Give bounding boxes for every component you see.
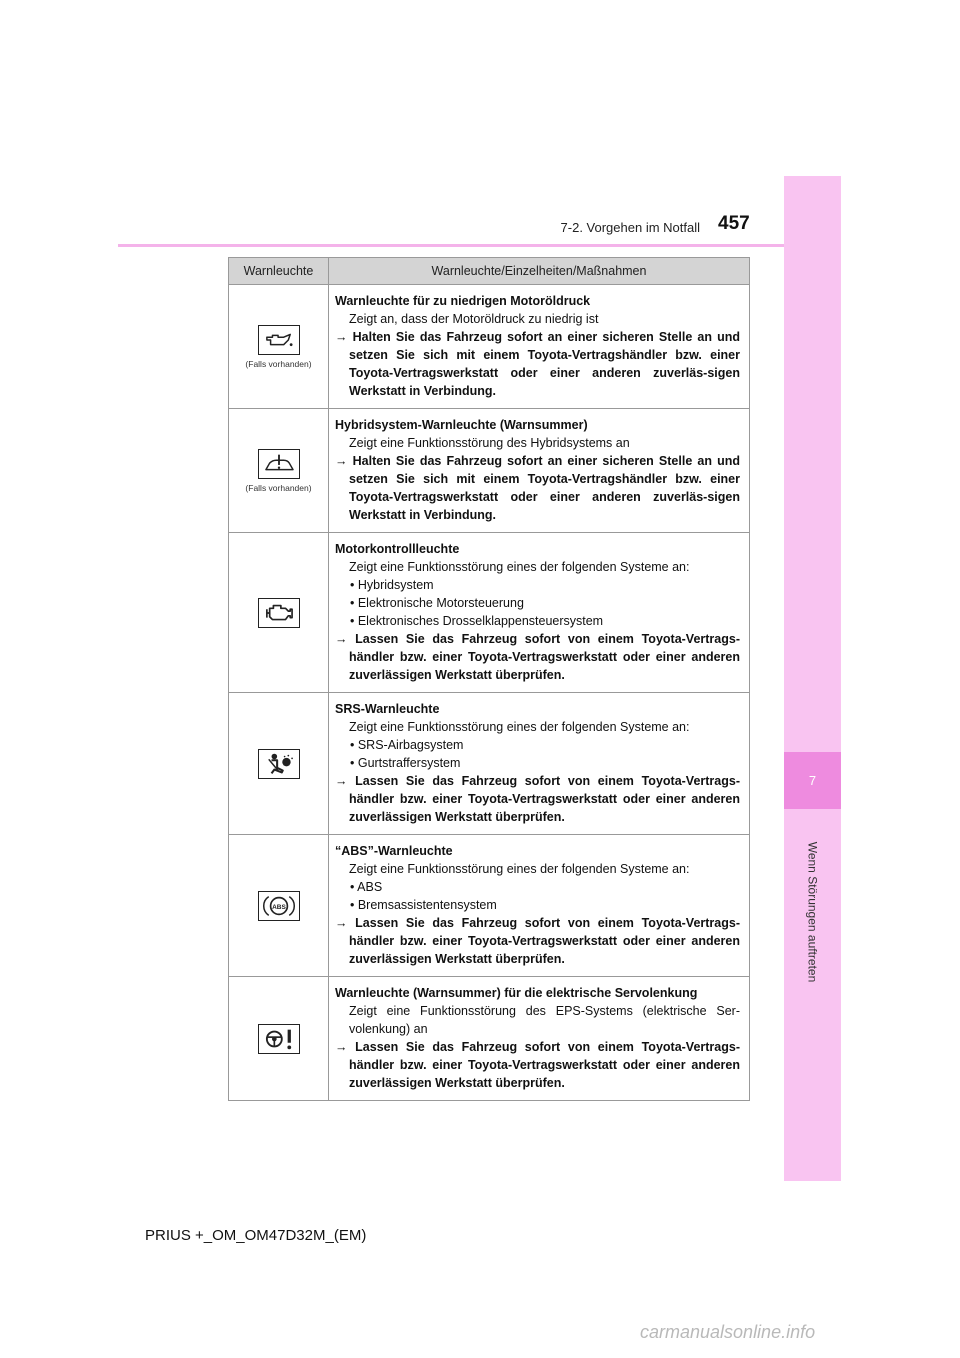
chapter-side-tab bbox=[784, 176, 841, 1181]
header-rule bbox=[118, 244, 784, 247]
oil-pressure-icon bbox=[258, 325, 300, 355]
row-title: “ABS”-Warnleuchte bbox=[335, 844, 453, 858]
row-title: Hybridsystem-Warnleuchte (Warnsummer) bbox=[335, 418, 588, 432]
abs-icon bbox=[258, 891, 300, 921]
icon-cell bbox=[229, 533, 329, 693]
section-title: 7-2. Vorgehen im Notfall bbox=[560, 220, 700, 235]
icon-cell bbox=[229, 409, 329, 533]
row-action: → Lassen Sie das Fahrzeug sofort von einem Toyota-Vertrags-händler bzw. einer Toyota-Vertragswerkstatt oder einer anderen zuverlässigen Werkstatt überprüfen. bbox=[335, 1040, 740, 1090]
abs-icon-text: ABS bbox=[271, 903, 286, 911]
row-description: Zeigt eine Funktionsstörung des Hybridsystems an bbox=[349, 436, 630, 450]
table-row bbox=[229, 285, 750, 409]
table-row bbox=[229, 977, 750, 1101]
row-action: → Halten Sie das Fahrzeug sofort an einer sicheren Stelle an und setzen Sie sich mit einem Toyota-Vertragshändler bzw. einer Toyota-Vertragswerkstatt oder einer anderen zuverläs-sigen Werkstatt in Verbindung. bbox=[335, 330, 740, 398]
icon-cell bbox=[229, 977, 329, 1101]
row-description: Zeigt eine Funktionsstörung eines der folgenden Systeme an: bbox=[349, 862, 690, 876]
row-title: Warnleuchte (Warnsummer) für die elektrische Servolenkung bbox=[335, 986, 698, 1000]
chapter-number: 7 bbox=[784, 752, 841, 809]
row-title: Warnleuchte für zu niedrigen Motoröldruck bbox=[335, 294, 591, 308]
list-item: • SRS-Airbagsystem bbox=[350, 738, 464, 752]
row-action: → Lassen Sie das Fahrzeug sofort von einem Toyota-Vertrags-händler bzw. einer Toyota-Vertragswerkstatt oder einer anderen zuverlässigen Werkstatt überprüfen. bbox=[335, 774, 740, 824]
availability-note: (Falls vorhanden) bbox=[245, 482, 312, 493]
description-cell bbox=[329, 693, 750, 835]
icon-cell bbox=[229, 693, 329, 835]
description-cell bbox=[329, 977, 750, 1101]
description-cell bbox=[329, 285, 750, 409]
check-engine-icon bbox=[258, 598, 300, 628]
availability-note: (Falls vorhanden) bbox=[245, 358, 312, 369]
description-cell bbox=[329, 409, 750, 533]
description-cell bbox=[329, 835, 750, 977]
page-number: 457 bbox=[718, 213, 750, 234]
hybrid-system-warning-icon bbox=[258, 449, 300, 479]
table-row bbox=[229, 835, 750, 977]
row-description: Zeigt eine Funktionsstörung eines der folgenden Systeme an: bbox=[349, 560, 690, 574]
table-row bbox=[229, 533, 750, 693]
list-item: • Elektronische Motorsteuerung bbox=[350, 596, 524, 610]
list-item: • Bremsassistentensystem bbox=[350, 898, 497, 912]
header-warnleuchte: Warnleuchte bbox=[229, 258, 329, 285]
description-cell bbox=[329, 533, 750, 693]
warning-light-table bbox=[228, 257, 750, 1101]
row-action: → Lassen Sie das Fahrzeug sofort von einem Toyota-Vertrags-händler bzw. einer Toyota-Vertragswerkstatt oder einer anderen zuverlässigen Werkstatt überprüfen. bbox=[335, 632, 740, 682]
document-id: PRIUS +_OM_OM47D32M_(EM) bbox=[145, 1227, 367, 1244]
icon-cell bbox=[229, 285, 329, 409]
watermark: carmanualsonline.info bbox=[640, 1322, 816, 1342]
table-row bbox=[229, 693, 750, 835]
chapter-title-vertical bbox=[784, 812, 841, 1012]
chapter-title: Wenn Störungen auftreten bbox=[805, 841, 820, 983]
table-row bbox=[229, 409, 750, 533]
list-item: • ABS bbox=[350, 880, 383, 894]
icon-cell bbox=[229, 835, 329, 977]
srs-airbag-icon bbox=[258, 749, 300, 779]
row-description: Zeigt eine Funktionsstörung des EPS-Systems (elektrische Ser-volenkung) an bbox=[349, 1004, 740, 1036]
list-item: • Elektronisches Drosselklappensteuersystem bbox=[350, 614, 604, 628]
list-item: • Hybridsystem bbox=[350, 578, 434, 592]
power-steering-warning-icon bbox=[258, 1024, 300, 1054]
list-item: • Gurtstraffersystem bbox=[350, 756, 461, 770]
row-title: Motorkontrollleuchte bbox=[335, 542, 460, 556]
row-action: → Halten Sie das Fahrzeug sofort an einer sicheren Stelle an und setzen Sie sich mit einem Toyota-Vertragshändler bzw. einer Toyota-Vertragswerkstatt oder einer anderen zuverläs-sigen Werkstatt in Verbindung. bbox=[335, 454, 740, 522]
table-header-row bbox=[229, 258, 750, 285]
row-action: → Lassen Sie das Fahrzeug sofort von einem Toyota-Vertrags-händler bzw. einer Toyota-Vertragswerkstatt oder einer anderen zuverlässigen Werkstatt überprüfen. bbox=[335, 916, 740, 966]
row-description: Zeigt eine Funktionsstörung eines der folgenden Systeme an: bbox=[349, 720, 690, 734]
row-description: Zeigt an, dass der Motoröldruck zu niedrig ist bbox=[349, 312, 599, 326]
header-details: Warnleuchte/Einzelheiten/Maßnahmen bbox=[329, 258, 750, 285]
row-title: SRS-Warnleuchte bbox=[335, 702, 440, 716]
